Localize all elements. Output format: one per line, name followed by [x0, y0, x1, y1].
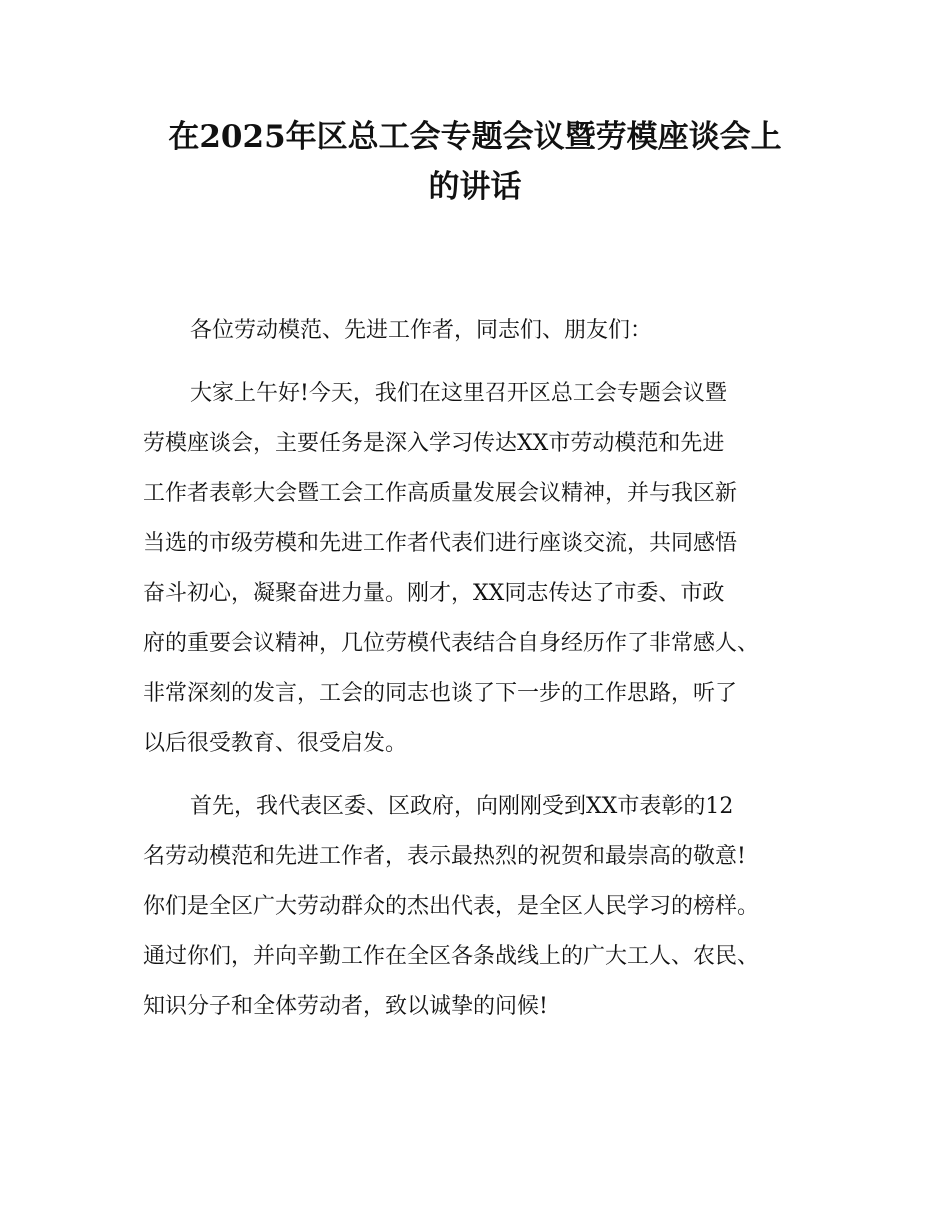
paragraph	[143, 306, 823, 356]
paragraph-line: 以后很受教育、很受启发。	[143, 731, 408, 756]
document-title	[0, 112, 950, 212]
title-line: 在2025年区总工会专题会议暨劳模座谈会上	[168, 119, 782, 155]
paragraph-line: 大家上午好!今天，我们在这里召开区总工会专题会议暨	[190, 381, 727, 406]
paragraph-line: 首先，我代表区委、区政府，向刚刚受到XX市表彰的12	[190, 794, 734, 819]
paragraph	[143, 782, 823, 1032]
paragraph-line: 工作者表彰大会暨工会工作高质量发展会议精神，并与我区新	[143, 481, 738, 506]
paragraph-line: 各位劳动模范、先进工作者，同志们、朋友们：	[190, 318, 653, 343]
paragraph-line: 知识分子和全体劳动者，致以诚挚的问候!	[143, 994, 548, 1019]
title-line: 的讲话	[428, 169, 522, 205]
paragraph-line: 劳模座谈会，主要任务是深入学习传达XX市劳动模范和先进	[143, 431, 725, 456]
paragraph-line: 府的重要会议精神，几位劳模代表结合自身经历作了非常感人、	[143, 631, 760, 656]
paragraph-line: 你们是全区广大劳动群众的杰出代表，是全区人民学习的榜样。	[143, 894, 760, 919]
document-body	[143, 306, 823, 1045]
paragraph-line: 当选的市级劳模和先进工作者代表们进行座谈交流，共同感悟	[143, 531, 738, 556]
paragraph	[143, 369, 823, 769]
paragraph-line: 非常深刻的发言，工会的同志也谈了下一步的工作思路，听了	[143, 681, 738, 706]
paragraph-line: 奋斗初心，凝聚奋进力量。刚才，XX同志传达了市委、市政	[143, 581, 725, 606]
paragraph-line: 通过你们，并向辛勤工作在全区各条战线上的广大工人、农民、	[143, 944, 760, 969]
paragraph-line: 名劳动模范和先进工作者，表示最热烈的祝贺和最崇高的敬意!	[143, 844, 746, 869]
